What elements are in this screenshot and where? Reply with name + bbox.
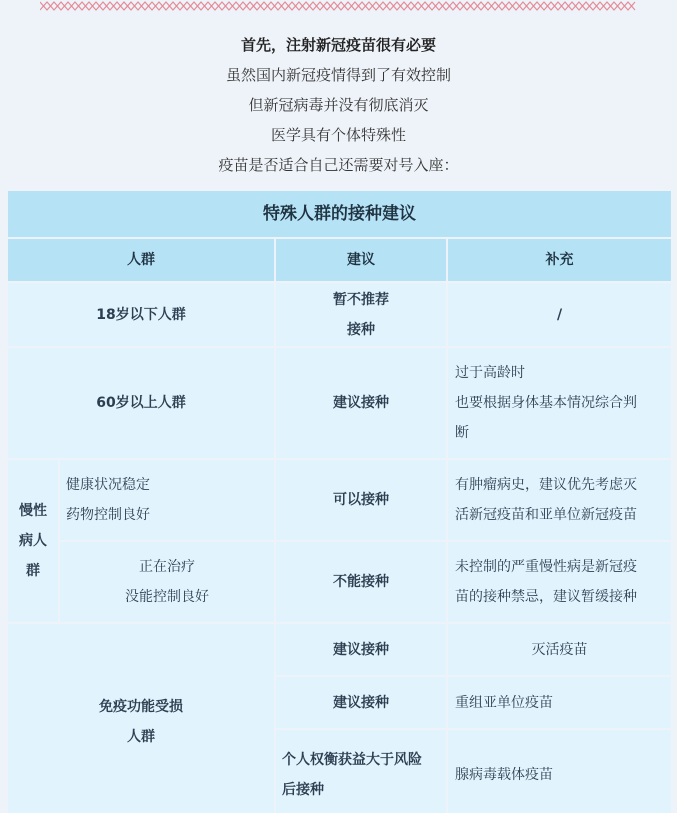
intro-line: 但新冠病毒并没有彻底消灭 (248, 96, 429, 114)
note-line: / (556, 306, 563, 323)
note-line: 有肿瘤病史，建议优先考虑灭 (455, 477, 637, 493)
note-immune-2 (448, 677, 671, 728)
note-under18 (448, 283, 671, 346)
note-line: 灭活疫苗 (531, 641, 588, 658)
advice-line: 建议接种 (333, 641, 389, 658)
note-immune-3 (448, 730, 671, 813)
note-line: 也要根据身体基本情况综合判 (455, 395, 637, 411)
group-under18 (8, 283, 274, 346)
advice-treating (276, 542, 446, 622)
intro-text (0, 30, 677, 180)
intro-line: 医学具有个体特殊性 (270, 126, 406, 144)
group-immune (8, 624, 274, 813)
advice-line: 个人权衡获益大于风险 (282, 751, 422, 768)
advice-line: 建议接种 (333, 395, 389, 411)
condition-stable (60, 460, 274, 540)
group-label: 病人 (19, 533, 47, 549)
header-advice: 建议 (276, 239, 446, 281)
group-chronic (8, 460, 58, 622)
note-line: 重组亚单位疫苗 (455, 694, 553, 711)
note-over60 (448, 348, 671, 458)
intro-heading: 首先，注射新冠疫苗很有必要 (240, 36, 436, 54)
advice-under18 (276, 283, 446, 346)
note-line: 活新冠疫苗和亚单位新冠疫苗 (455, 507, 637, 523)
advice-stable (276, 460, 446, 540)
advice-immune-3 (276, 730, 446, 813)
intro-line: 疫苗是否适合自己还需要对号入座： (218, 156, 459, 174)
group-label: 60岁以上人群 (96, 395, 186, 411)
header-group: 人群 (8, 239, 274, 281)
advice-immune-1 (276, 624, 446, 675)
header-note: 补充 (448, 239, 671, 281)
group-label: 人群 (127, 728, 155, 745)
note-immune-1 (448, 624, 671, 675)
advice-line: 可以接种 (333, 492, 389, 508)
advice-line: 建议接种 (333, 694, 389, 711)
advice-line: 后接种 (282, 781, 324, 798)
advice-over60 (276, 348, 446, 458)
advice-line: 接种 (347, 321, 375, 338)
table-title: 特殊人群的接种建议 (8, 191, 671, 237)
condition-line: 没能控制良好 (125, 589, 209, 605)
note-line: 腺病毒载体疫苗 (455, 766, 553, 783)
note-line: 断 (455, 425, 469, 441)
group-over60 (8, 348, 274, 458)
advice-line: 不能接种 (333, 574, 389, 590)
condition-treating (60, 542, 274, 622)
wave-border (40, 0, 638, 14)
note-line: 苗的接种禁忌，建议暂缓接种 (455, 589, 637, 605)
condition-line: 健康状况稳定 (66, 477, 150, 493)
note-stable (448, 460, 671, 540)
note-line: 未控制的严重慢性病是新冠疫 (455, 559, 637, 575)
advice-immune-2 (276, 677, 446, 728)
group-label: 群 (26, 563, 40, 579)
advice-line: 暂不推荐 (333, 291, 389, 308)
condition-line: 药物控制良好 (66, 507, 150, 523)
intro-line: 虽然国内新冠疫情得到了有效控制 (225, 66, 451, 84)
group-label: 慢性 (19, 503, 47, 519)
group-label: 免疫功能受损 (99, 698, 183, 715)
condition-line: 正在治疗 (139, 559, 195, 575)
group-label: 18岁以下人群 (96, 306, 186, 323)
vaccination-table (8, 191, 671, 813)
note-treating (448, 542, 671, 622)
note-line: 过于高龄时 (455, 365, 525, 381)
